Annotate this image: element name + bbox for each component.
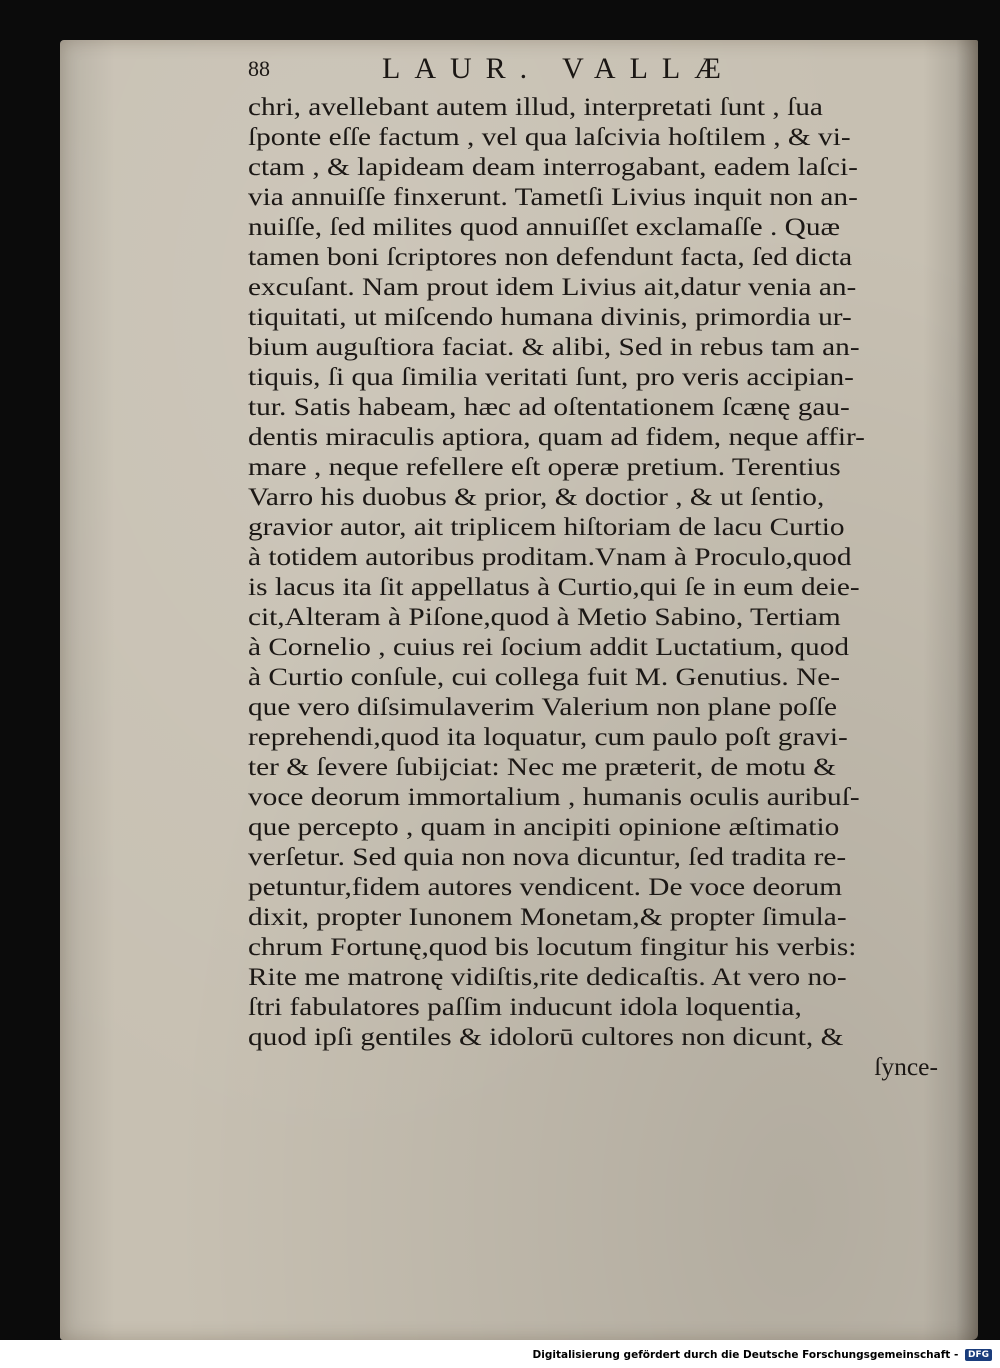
dfg-logo: DFG <box>965 1349 992 1361</box>
catchword: ſynce- <box>874 1052 938 1081</box>
text-line: excuſant. Nam prout idem Livius ait,datur venia an- <box>248 272 857 301</box>
text-line: dentis miraculis aptiora, quam ad fidem, neque affir- <box>248 422 865 451</box>
text-line: nuiſſe, ſed milites quod annuiſſet exclamaſſe . Quæ <box>248 212 841 241</box>
text-line: Rite me matronę vidiſtis,rite dedicaſtis. At vero no- <box>248 962 847 991</box>
text-line: tiquitati, ut miſcendo humana divinis, primordia ur- <box>248 302 852 331</box>
running-head: LAUR. VALLÆ <box>382 52 735 85</box>
text-line: chrum Fortunę,quod bis locutum fingitur his verbis: <box>248 932 857 961</box>
text-line: verſetur. Sed quia non nova dicuntur, ſed tradita re- <box>248 842 847 871</box>
text-line: tiquis, ſi qua ſimilia veritati ſunt, pro veris accipian- <box>248 362 854 391</box>
text-line: voce deorum immortalium , humanis oculis auribuſ- <box>248 782 860 811</box>
body-text <box>248 92 938 1082</box>
text-line: chri, avellebant autem illud, interpretati ſunt , ſua <box>248 92 823 121</box>
page-number: 88 <box>248 56 270 81</box>
footer-credit <box>533 1349 992 1361</box>
text-line: ſponte eſſe factum , vel qua laſcivia hoſtilem , & vi- <box>248 122 851 151</box>
text-line: mare , neque refellere eſt operæ pretium. Terentius <box>248 452 841 481</box>
text-line: que percepto , quam in ancipiti opinione æſtimatio <box>248 812 840 841</box>
text-line: tamen boni ſcriptores non defendunt facta, ſed dicta <box>248 242 853 271</box>
text-line: petuntur,fidem autores vendicent. De voce deorum <box>248 872 843 901</box>
text-line: à Cornelio , cuius rei ſocium addit Luctatium, quod <box>248 632 850 661</box>
text-line: dixit, propter Iunonem Monetam,& propter ſimula- <box>248 902 847 931</box>
footer-text: Digitalisierung gefördert durch die Deutsche Forschungsgemeinschaft - <box>532 1349 959 1361</box>
text-line: ſtri fabulatores paſſim inducunt idola loquentia, <box>248 992 802 1021</box>
text-line: tur. Satis habeam, hæc ad oſtentationem ſcænę gau- <box>248 392 850 421</box>
text-line: is lacus ita ſit appellatus à Curtio,qui ſe in eum deie- <box>248 572 860 601</box>
text-line: à totidem autoribus proditam.Vnam à Proculo,quod <box>248 542 852 571</box>
text-line: quod ipſi gentiles & idolorū cultores non dicunt, & <box>248 1022 844 1051</box>
text-line: ctam , & lapideam deam interrogabant, eadem laſci- <box>248 152 858 181</box>
text-line: que vero diſsimulaverim Valerium non plane poſſe <box>248 692 838 721</box>
text-line: ter & ſevere ſubijciat: Nec me præterit, de motu & <box>248 752 836 781</box>
text-line: Varro his duobus & prior, & doctior , & ut ſentio, <box>248 482 825 511</box>
text-line: reprehendi,quod ita loquatur, cum paulo poſt gravi- <box>248 722 848 751</box>
text-line: gravior autor, ait triplicem hiſtoriam de lacu Curtio <box>248 512 845 541</box>
text-line: via annuiſſe finxerunt. Tametſi Livius inquit non an- <box>248 182 858 211</box>
text-line: cit,Alteram à Piſone,quod à Metio Sabino, Tertiam <box>248 602 841 631</box>
text-line: à Curtio conſule, cui collega fuit M. Genutius. Ne- <box>248 662 841 691</box>
text-line: bium auguſtiora faciat. & alibi, Sed in rebus tam an- <box>248 332 860 361</box>
